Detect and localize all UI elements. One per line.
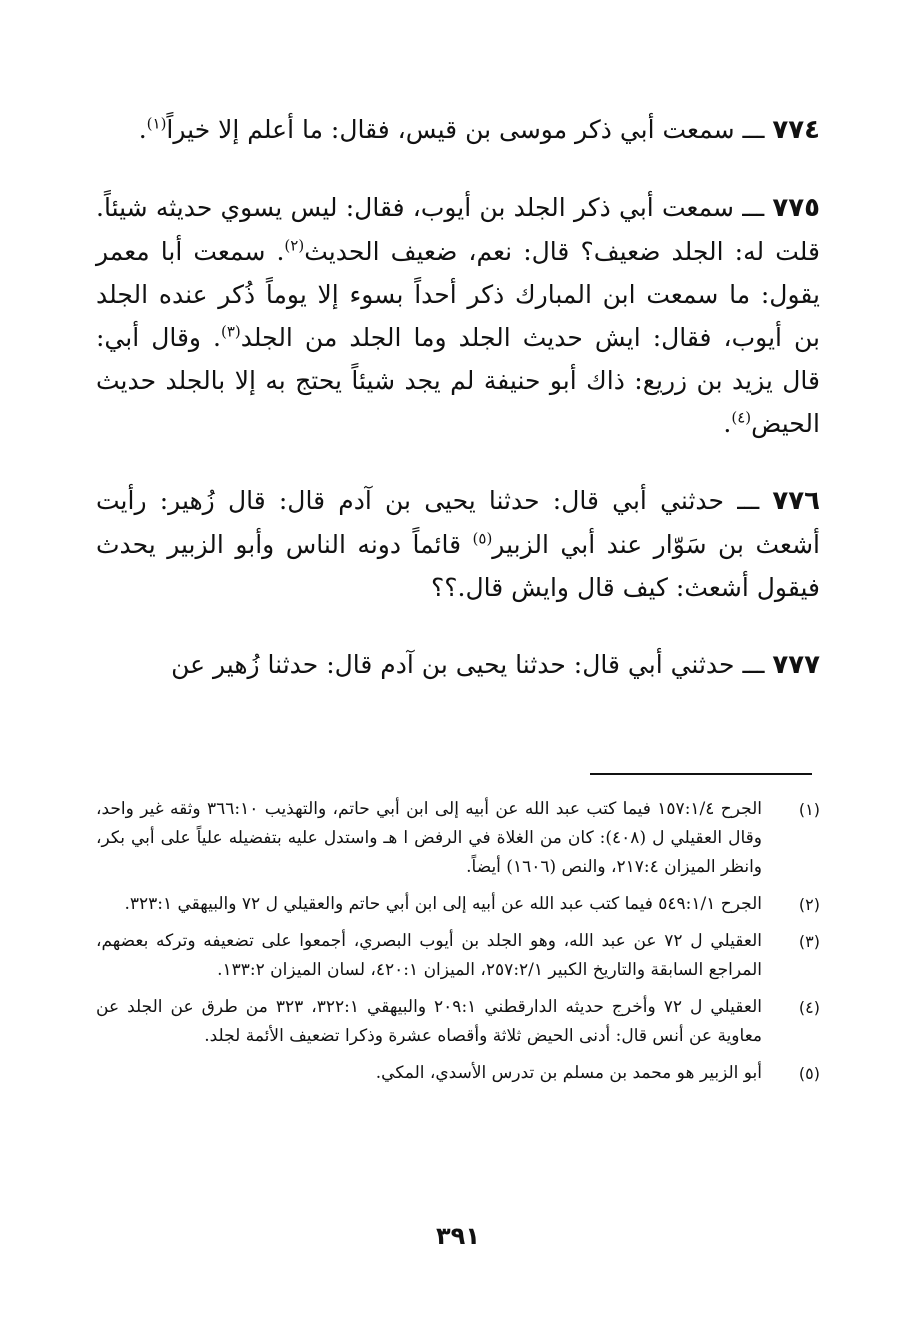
entry-text: حدثني أبي قال: حدثنا يحيى بن آدم قال: حدثنا زُهير عن [171, 650, 735, 679]
entry-text: حدثني أبي قال: حدثنا يحيى بن آدم قال: قال زُهير: رأيت أشعث بن سَوّار عند أبي الزبير [96, 486, 820, 559]
entry-774 [96, 108, 820, 152]
footnote-marker: (٣) [798, 932, 820, 951]
entry-777 [96, 643, 820, 687]
entry-end: . [138, 115, 147, 144]
entry-text: قائماً دونه الناس وأبو الزبير يحدث فيقول أشعث: كيف قال وايش قال.؟؟ [96, 530, 820, 602]
footnote-1 [96, 795, 820, 882]
footnote-2 [96, 890, 820, 919]
entry-end: . [723, 409, 732, 438]
entry-text: . سمعت أبا معمر يقول: ما سمعت ابن المبارك ذكر أحداً بسوء إلا يوماً ذُكر عنده الجلد بن أيوب، فقال: ايش حديث الجلد وما الجلد من الجلد [96, 237, 820, 352]
footnote-4 [96, 993, 820, 1051]
footnote-ref[interactable]: (٤) [731, 408, 752, 427]
entry-dash: ـــ [733, 193, 773, 222]
footnote-text: العقيلي ل ٧٢ وأخرج حديثه الدارقطني ٢٠٩:١ والبيهقي ٣٢٢:١، ٣٢٣ من طرق عن الجلد عن معاوية عن أنس قال: أدنى الحيض ثلاثة وأقصاه عشرة وذكرا تضعيف الأئمة لجلد. [96, 997, 763, 1046]
entry-number: ٧٧٤ [772, 115, 820, 145]
entry-number: ٧٧٥ [772, 193, 820, 223]
entry-text: . وقال أبي: قال يزيد بن زريع: ذاك أبو حنيفة لم يجد شيئاً يحتج به إلا بالجلد حديث الحيض [96, 323, 820, 438]
footnote-text: الجرح ٥٤٩:١/١ فيما كتب عبد الله عن أبيه إلى ابن أبي حاتم والعقيلي ل ٧٢ والبيهقي ٣٢٣:١. [124, 894, 762, 914]
entry-dash: ـــ [734, 650, 773, 679]
entry-776 [96, 479, 820, 609]
footnote-ref[interactable]: (٥) [472, 529, 493, 548]
footnote-ref[interactable]: (٣) [221, 322, 241, 341]
footnote-text: العقيلي ل ٧٢ عن عبد الله، وهو الجلد بن أيوب البصري، أجمعوا على تضعيفه وتركه بعضهم، المراجع السابقة والتاريخ الكبير ٢٥٧:٢/١، الميزان ٤٢٠:١، لسان الميزان ١٣٣:٢. [96, 931, 762, 980]
entry-dash: ـــ [734, 115, 773, 144]
footnote-ref[interactable]: (٢) [284, 236, 305, 255]
footnote-3 [96, 927, 820, 985]
entry-775 [96, 186, 820, 445]
footnote-marker: (٢) [798, 895, 820, 914]
entry-text: سمعت أبي ذكر موسى بن قيس، فقال: ما أعلم إلا خيراً [166, 115, 735, 144]
footnote-marker: (٤) [798, 998, 820, 1017]
entry-text: سمعت أبي ذكر الجلد بن أيوب، فقال: ليس يسوي حديثه شيئاً. قلت له: الجلد ضعيف؟ قال: نعم، ضعيف الحديث [96, 193, 820, 266]
footnote-divider [590, 773, 812, 775]
entry-number: ٧٧٦ [772, 486, 820, 516]
footnote-5 [96, 1059, 820, 1088]
entry-dash: ـــ [724, 486, 773, 515]
page-number: ٣٩١ [436, 1222, 480, 1250]
footnote-marker: (٥) [798, 1064, 820, 1083]
footnote-text: أبو الزبير هو محمد بن مسلم بن تدرس الأسدي، المكي. [375, 1063, 762, 1083]
footnote-ref[interactable]: (١) [146, 114, 167, 133]
footnote-marker: (١) [798, 800, 820, 819]
entry-number: ٧٧٧ [772, 650, 820, 680]
footnotes-list [96, 795, 820, 1096]
footnote-text: الجرح ١٥٧:١/٤ فيما كتب عبد الله عن أبيه إلى ابن أبي حاتم، والتهذيب ٣٦٦:١٠ وثقه غير واحد، وقال العقيلي ل (٤٠٨): كان من الغلاة في الرفض ا هـ واستدل عليه بتفضيله علياً على أبي بكر، وانظر الميزان ٢١٧:٤، والنص (١٦٠٦) أيضاً. [96, 799, 762, 877]
main-text [96, 108, 820, 721]
